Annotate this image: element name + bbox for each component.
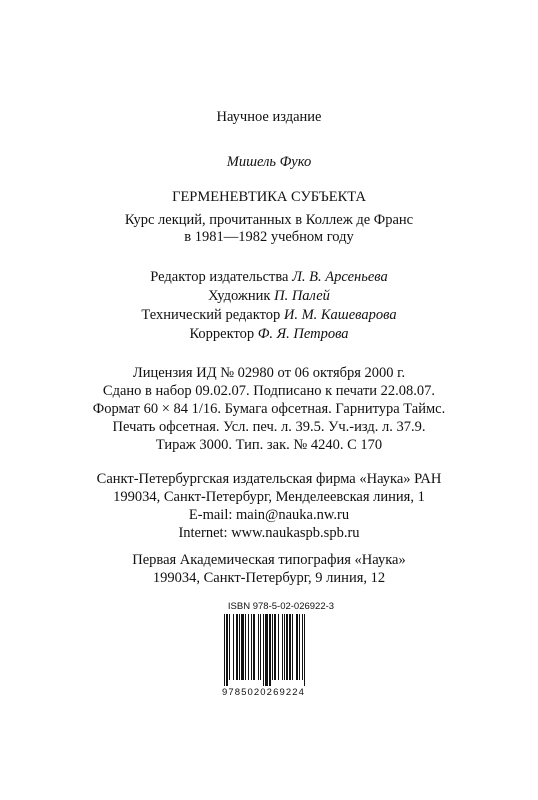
subtitle-line-1: Курс лекций, прочитанных в Коллеж де Франс [124,212,414,228]
publisher-address: 199034, Санкт-Петербург, Менделеевская линия, 1 [113,489,425,505]
barcode-bar [274,614,276,680]
barcode-bar [236,614,238,680]
printer-address: 199034, Санкт-Петербург, 9 линия, 12 [152,570,386,586]
barcode-bar [248,614,249,680]
book-title: ГЕРМЕНЕВТИКА СУБЪЕКТА [172,189,366,205]
credit-editor [0,268,538,286]
credit-role: Корректор [189,326,255,342]
print-info-format: Формат 60 × 84 1/16. Бумага офсетная. Гарнитура Таймс. [92,401,446,417]
credit-role: Художник [208,288,271,304]
barcode-bar [278,614,279,680]
barcode-bar [224,614,225,686]
credit-name: Ф. Я. Петрова [257,326,349,342]
subtitle-line-2: в 1981—1982 учебном году [184,229,354,245]
isbn-label: ISBN 978-5-02-026922-3 [227,601,335,612]
barcode-bar [292,614,293,680]
barcode-bar [233,614,234,680]
isbn-barcode [222,601,340,698]
credit-artist [0,287,538,305]
barcode-bar [245,614,246,680]
publisher-name: Санкт-Петербургская издательская фирма «Наука» РАН [96,471,442,487]
barcode-bar [304,614,305,686]
credit-name: И. М. Кашеварова [283,307,397,323]
credit-name: П. Палей [274,288,330,304]
barcode-bar [229,614,230,680]
print-info-license: Лицензия ИД № 02980 от 06 октября 2000 г. [132,365,406,381]
publisher-website: Internet: www.naukaspb.spb.ru [178,525,360,541]
header-label: Научное издание [216,109,322,125]
credit-tech-editor [0,306,538,324]
barcode-bar [226,614,228,686]
printer-name: Первая Академическая типография «Наука» [132,552,406,568]
credit-role: Редактор издательства [150,269,289,285]
print-info-sheets: Печать офсетная. Усл. печ. л. 39.5. Уч.-изд. л. 37.9. [112,419,426,435]
barcode-bar [299,614,300,680]
barcode-bar [241,614,244,680]
credit-name: Л. В. Арсеньева [292,269,388,285]
credit-role: Технический редактор [141,307,281,323]
barcode-bar [272,614,273,680]
barcode-bar [265,614,268,686]
barcode-image [222,614,340,686]
publisher-email: E-mail: main@nauka.nw.ru [188,507,350,523]
barcode-bar [282,614,283,680]
credit-proofreader [0,325,538,343]
print-info-run: Тираж 3000. Тип. зак. № 4240. С 170 [155,437,383,453]
barcode-bar [251,614,252,680]
barcode-bar [286,614,288,680]
barcode-bar [284,614,285,680]
barcode-bar [260,614,261,680]
barcode-bar [296,614,298,680]
barcode-bar [258,614,259,680]
barcode-bar [302,614,303,680]
author-name: Мишель Фуко [226,154,312,170]
barcode-bar [263,614,264,686]
barcode-bar [239,614,240,680]
isbn-digits: 9785020269224 [222,687,305,698]
barcode-bar [253,614,255,680]
print-info-dates: Сдано в набор 09.02.07. Подписано к печати 22.08.07. [102,383,436,399]
barcode-bar [269,614,271,686]
barcode-bar [289,614,291,680]
